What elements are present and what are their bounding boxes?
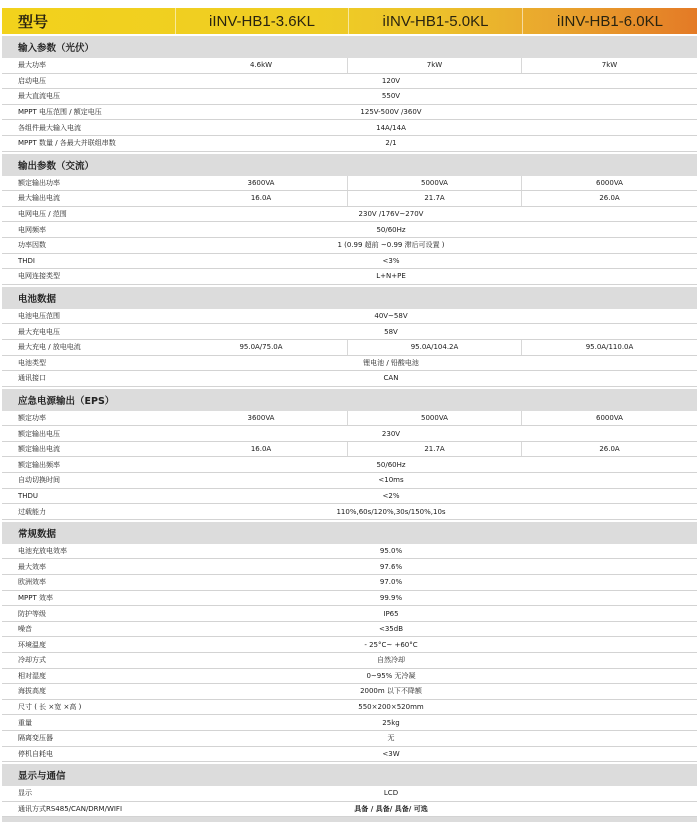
table-header [2,8,697,34]
row-value-shared: IP65 [383,609,399,618]
row-value-model-1: 16.0A [175,191,348,206]
row-value-model-1: 95.0A/75.0A [175,340,348,355]
row-label: 功率因数 [18,241,46,250]
row-label: 通讯接口 [18,374,46,383]
table-row [2,222,697,238]
row-value-model-1: 3600VA [175,176,348,191]
row-label: 自动切换时间 [18,476,60,485]
table-row [2,269,697,285]
table-row [2,411,697,427]
table-row [2,356,697,372]
table-row [2,731,697,747]
row-label: MPPT 电压范围 / 额定电压 [18,108,102,117]
table-row [2,504,697,520]
row-value-shared: 14A/14A [376,123,406,132]
table-row [2,700,697,716]
table-row [2,457,697,473]
row-label: 最大充电 / 放电电流 [18,343,81,352]
row-value-shared: 97.0% [379,578,403,587]
row-value-shared: 50/60Hz [376,225,406,234]
row-value-shared: 58V [384,327,398,336]
table-row [2,238,697,254]
row-value-shared: LCD [383,789,399,798]
table-row [2,575,697,591]
row-value-shared: <35dB [378,625,404,634]
row-value-model-2: 21.7A [348,442,522,457]
row-value-shared: 230V [381,429,401,438]
row-value-model-3: 7kW [601,61,618,70]
table-row [2,544,697,560]
row-label: 电池电压范围 [18,312,60,321]
row-label: MPPT 效率 [18,593,53,602]
row-label: THDU [18,491,39,500]
table-row [2,637,697,653]
model-column-3: iINV-HB1-6.0KL [522,8,697,34]
table-row [2,653,697,669]
section-header: 电池数据 [2,287,697,309]
row-value-model-3: 26.0A [599,445,620,454]
row-value-shared: 99.9% [379,593,403,602]
row-value-model-3: 95.0A/110.0A [585,343,634,352]
row-value-shared: 具备 / 具备/ 具备/ 可选 [354,805,428,814]
table-body [2,36,697,817]
table-row [2,747,697,763]
row-value-shared: 230V /176V~270V [358,210,424,219]
table-row [2,105,697,121]
row-value-shared: 120V [381,76,401,85]
table-row [2,191,697,207]
table-row [2,591,697,607]
row-value-shared: 锂电池 / 铅酸电池 [363,358,419,367]
table-row [2,207,697,223]
table-row [2,340,697,356]
section-header: 显示与通信 [2,764,697,786]
row-label: 防护等级 [18,609,46,618]
row-label: 相对湿度 [18,671,46,680]
table-row [2,254,697,270]
row-value-shared: 2000m 以下不降额 [360,687,422,696]
table-row [2,669,697,685]
row-label: 各组件最大输入电流 [18,123,81,132]
row-value-shared: 无 [387,734,395,743]
table-row [2,786,697,802]
model-column-2: iINV-HB1-5.0KL [348,8,522,34]
row-value-shared: 95.0% [379,547,403,556]
table-row [2,606,697,622]
table-row [2,58,697,74]
row-label: 电网电压 / 范围 [18,210,67,219]
row-label: 额定输出频率 [18,460,60,469]
table-row [2,324,697,340]
row-value-model-2: 95.0A/104.2A [348,340,522,355]
row-label: 额定功率 [18,413,46,422]
row-label: 电池充放电效率 [18,547,67,556]
row-label: 显示 [18,789,32,798]
row-label: 额定输出功率 [18,178,60,187]
table-row [2,622,697,638]
table-row [2,309,697,325]
row-value-shared: 自然冷却 [377,656,405,665]
row-value-shared: 550V [381,92,401,101]
row-label: 最大效率 [18,562,46,571]
row-value-shared: <3% [382,256,400,265]
table-row [2,136,697,152]
model-label: 型号 [18,13,49,31]
row-value-model-2: 5000VA [348,176,522,191]
row-label: THDI [18,256,35,265]
row-value-model-1: 16.0A [175,442,348,457]
row-label: 额定输出电流 [18,445,60,454]
spec-table [2,8,697,822]
table-row [2,489,697,505]
row-label: MPPT 数量 / 各最大并联组串数 [18,139,116,148]
table-row [2,371,697,387]
row-label: 最大功率 [18,61,46,70]
row-value-shared: 40V~58V [374,312,408,321]
row-label: 隔离变压器 [18,734,53,743]
row-value-shared: <10ms [378,476,404,485]
row-label: 冷却方式 [18,656,46,665]
row-value-shared: 50/60Hz [376,460,406,469]
row-label: 启动电压 [18,76,46,85]
row-label: 尺寸 ( 长 ×宽 ×高 ) [18,703,82,712]
row-value-model-3: 26.0A [599,194,620,203]
row-value-shared: 110%,60s/120%,30s/150%,10s [336,507,446,516]
row-label: 最大输出电流 [18,194,60,203]
row-value-shared: 25kg [382,718,400,727]
table-end-bar [2,817,697,822]
table-row [2,89,697,105]
row-value-shared: 2/1 [385,139,397,148]
row-value-shared: L+N+PE [376,272,406,281]
row-value-model-2: 5000VA [348,411,522,426]
row-value-shared: 0~95% 无冷凝 [366,671,416,680]
row-label: 电池类型 [18,358,46,367]
section-header: 输入参数（光伏） [2,36,697,58]
row-label: 过载能力 [18,507,46,516]
row-value-shared: 550×200×520mm [358,703,424,712]
table-row [2,715,697,731]
row-label: 电网连接类型 [18,272,60,281]
row-label: 重量 [18,718,32,727]
table-row [2,74,697,90]
table-row [2,559,697,575]
row-label: 噪音 [18,625,32,634]
row-label: 电网频率 [18,225,46,234]
row-value-model-3: 6000VA [596,178,623,187]
table-row [2,442,697,458]
row-value-model-2: 21.7A [348,191,522,206]
section-header: 常规数据 [2,522,697,544]
table-row [2,473,697,489]
row-value-shared: - 25°C~ +60°C [364,640,418,649]
row-value-shared: 97.6% [379,562,403,571]
row-label: 额定输出电压 [18,429,60,438]
table-row [2,176,697,192]
row-value-model-1: 4.6kW [175,58,348,73]
row-value-shared: <2% [382,491,400,500]
row-value-model-2: 7kW [348,58,522,73]
row-label: 最大充电电压 [18,327,60,336]
row-label: 通讯方式RS485/CAN/DRM/WIFI [18,805,123,814]
row-value-shared: 1 (0.99 超前 ~0.99 滞后可设置 ) [337,241,445,250]
row-value-model-1: 3600VA [175,411,348,426]
table-row [2,426,697,442]
table-row [2,120,697,136]
row-value-shared: <3W [382,749,400,758]
section-header: 应急电源输出（EPS） [2,389,697,411]
table-row [2,684,697,700]
row-label: 海拔高度 [18,687,46,696]
row-label: 环境温度 [18,640,46,649]
table-row [2,802,697,818]
row-label: 最大直流电压 [18,92,60,101]
row-value-model-3: 6000VA [596,413,623,422]
row-value-shared: 125V-500V /360V [360,108,422,117]
row-label: 停机自耗电 [18,749,53,758]
row-label: 欧洲效率 [18,578,46,587]
section-header: 输出参数（交流） [2,154,697,176]
row-value-shared: CAN [383,374,399,383]
model-column-1: iINV-HB1-3.6KL [175,8,348,34]
